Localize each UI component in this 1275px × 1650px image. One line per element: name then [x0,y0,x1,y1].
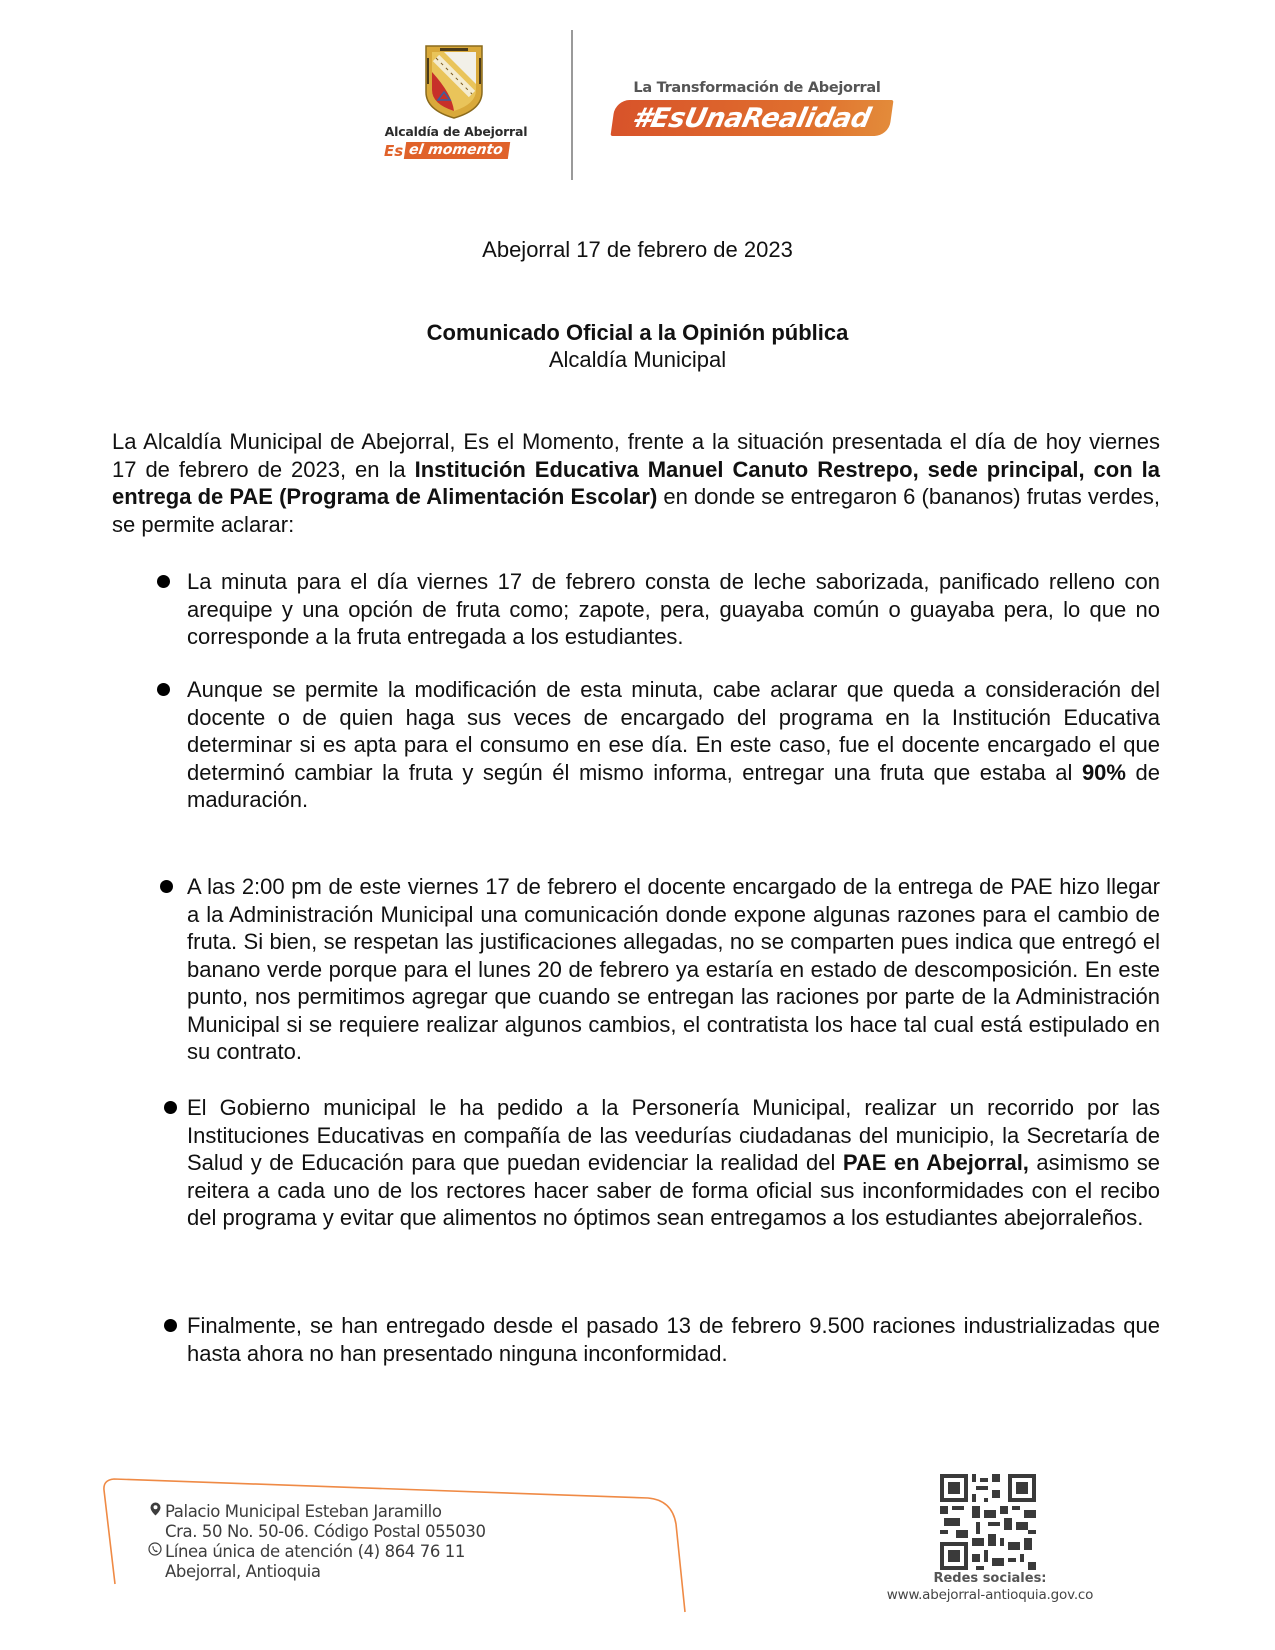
bullet-icon [164,1101,177,1114]
footer-address-line: Palacio Municipal Esteban Jaramillo [148,1502,486,1522]
campaign-hashtag-banner [610,100,893,136]
slogan-el-momento: el momento [404,142,510,159]
municipal-coat-of-arms [422,44,486,120]
municipality-name: Alcaldía de Abejorral [384,124,528,139]
footer-phone-line: Línea única de atención (4) 864 76 11 [148,1542,486,1562]
intro-bold-text: Institución Educativa Manuel Canuto Restrepo, sede principal, con la entrega de PAE (Programa de Alimentación Escolar) [112,456,1160,509]
document-title: Comunicado Oficial a la Opinión pública [426,320,849,345]
bullet-text: Finalmente, se han entregado desde el pasado 13 de febrero 9.500 raciones industrializadas que hasta ahora no han presentado ninguna inconformidad. [187,1313,1160,1366]
footer-postal-line: Cra. 50 No. 50-06. Código Postal 055030 [165,1522,486,1541]
bullet-text: La minuta para el día viernes 17 de febrero consta de leche saborizada, panificado relleno con arequipe y una opción de fruta como; zapote, pera, guayaba común o guayaba pera, lo que no corresponde a la fruta entregada a los estudiantes. [187,569,1160,649]
campaign-tagline: La Transformación de Abejorral [633,80,881,96]
footer-city-line: Abejorral, Antioquia [165,1562,321,1581]
intro-text: La Alcaldía Municipal de Abejorral, Es el Momento, frente a la situación presentada el día de hoy viernes 17 de febrero de 2023, en la [112,429,1160,482]
header-divider [571,30,573,180]
phone-icon [148,1542,162,1562]
bullet-icon [164,1319,177,1332]
intro-text-end: en donde se entregaron 6 (bananos) frutas verdes, se permite aclarar: [112,484,1160,537]
bullet-icon [160,880,173,893]
bullet-text: El Gobierno municipal le ha pedido a la Personería Municipal, realizar un recorrido por las Instituciones Educativas en compañía de las veedurías ciudadanas del municipio, la Secretaría de Salud y de Educación para que puedan evidenciar la realidad del PAE en Abejorral, asimismo se reitera a cada uno de los rectores hacer saber de forma oficial sus inconformidades con el recibo del programa y evitar que alimentos no óptimos sean entregamos a los estudiantes abejorraleños. [187,1095,1160,1230]
document-date: Abejorral 17 de febrero de 2023 [482,237,793,262]
bullet-icon [157,683,170,696]
slogan-es: Es [384,141,404,160]
bullet-text: A las 2:00 pm de este viernes 17 de febrero el docente encargado de la entrega de PAE hizo llegar a la Administración Municipal una comunicación donde expone algunas razones para el cambio de fruta. Si bien, se respetan las justificaciones allegadas, no se comparten pues indica que entregó el banano verde porque para el lunes 20 de febrero ya estaría en estado de descomposición. En este punto, nos permitimos agregar que cuando se entregan las raciones por parte de la Administración Municipal si se requiere realizar algunos cambios, el contratista los hace tal cual está estipulado en su contrato. [187,874,1160,1064]
document-subtitle: Alcaldía Municipal [548,347,727,372]
footer-contact [148,1502,486,1582]
shield-icon [422,44,486,120]
municipality-slogan [384,142,509,159]
bullet-icon [157,575,170,588]
qr-code-icon[interactable] [940,1474,1036,1570]
social-label: Redes sociales: [933,1571,1047,1586]
campaign-hashtag: #EsUnaRealidad [630,102,874,134]
website-link[interactable]: www.abejorral-antioquia.gov.co [886,1587,1094,1603]
intro-paragraph [112,428,1160,538]
bullet-text: Aunque se permite la modificación de esta minuta, cabe aclarar que queda a consideración del docente o de quien haga sus veces de encargado del programa en la Institución Educativa determinar si es apta para el consumo en ese día. En este caso, fue el docente encargado el que determinó cambiar la fruta y según él mismo informa, entregar una fruta que estaba al 90% de maduración. [187,677,1160,812]
map-pin-icon [148,1502,162,1522]
